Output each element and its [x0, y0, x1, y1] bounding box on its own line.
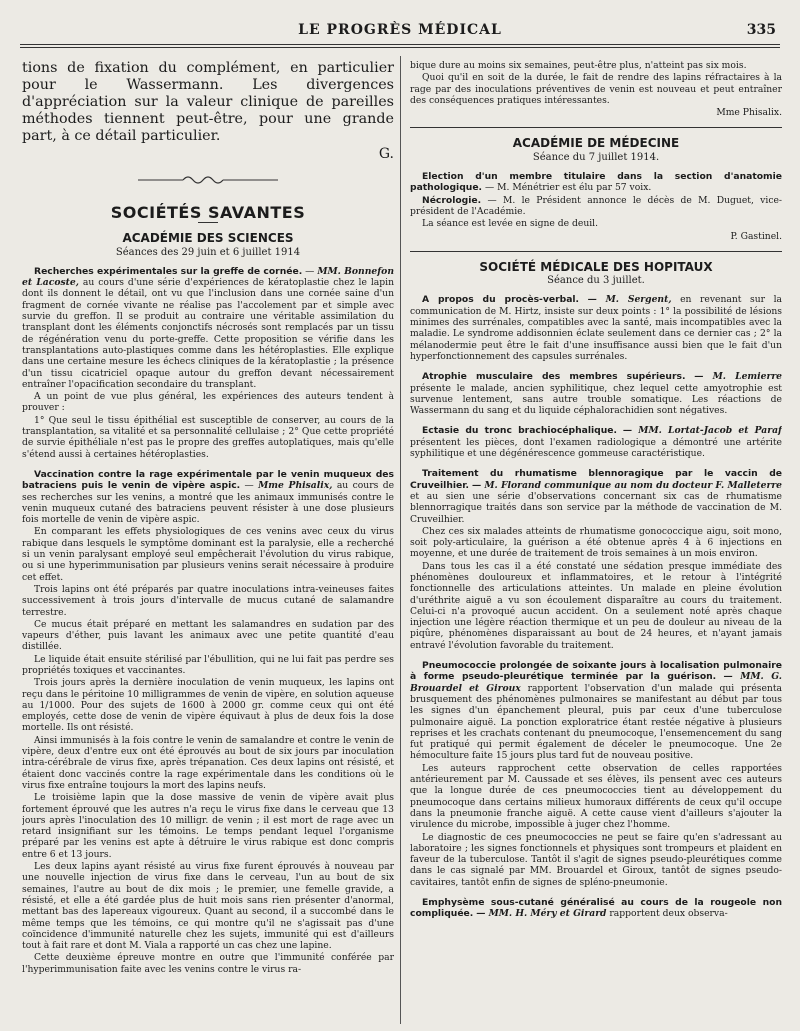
session-closing: La séance est levée en signe de deuil. [422, 218, 599, 230]
column-divider [400, 56, 401, 1024]
article-ectasia-title: Ectasie du tronc brachiocéphalique. [422, 425, 617, 437]
article-pneumococcie-p2: Les auteurs rapprochent cette observation de celles rapportées antérieurement par M. Caussade et ses élèves, ils pensent avec ces auteurs que la longue durée de ces pneumococcies tient au développement du pneumocoque dans certains milieux humoraux différents de ceux qu'il occupe dans la pneumonie franche aiguë. A cette cause vient d'ailleurs s'ajouter la virulence du microbe, impossible à juger chez l'homme. [410, 762, 782, 831]
intro-text: tions de fixation du complément, en particulier pour le Wassermann. Les divergences d'appréciation sur la valeur clinique de pareilles méthodes tiennent peut-être, pour une grande part, à ce détail particulier. [22, 60, 394, 144]
article-emphysema-authors: — MM. H. Méry et Girard [476, 908, 607, 920]
necrology-text: — M. le Président annonce le décès de M. Duguet, vice-président de l'Académie. [410, 194, 782, 217]
article-emphysema-text: rapportent deux observa- [609, 908, 728, 920]
article-rabies-p10: Cette deuxième épreuve montre en outre que l'immunité conférée par l'hyperimmunisation faite avec les venins contre le virus ra- [22, 952, 394, 975]
article-cornea-p2: A un point de vue plus général, les expériences des auteurs tendent à prouver : [22, 391, 394, 414]
election-text: — M. Ménétrier est élu par 57 voix. [484, 182, 652, 194]
article-cornea-authors: MM. Bonnefon et Lacoste, [22, 265, 394, 289]
article-proces-verbal-author: — M. Sergent, [587, 294, 672, 306]
rabies-cont-1: bique dure au moins six semaines, peut-être plus, n'atteint pas six mois. [410, 60, 747, 71]
article-rheumatism-p3: Dans tous les cas il a été constaté une sédation presque immédiate des phénomènes douloureux et inflammatoires, et le retour à l'intégrité fonctionnelle des articulations atteintes. Un malade en pleine évolution d'uréthrite aiguë a vu son écoulement disparaître au cours du traitement. Celui-ci n'a provoqué aucun accident. On a seulement noté après chaque injection une légère réaction thermique et un peu de douleur au niveau de la piqûre, phénomènes disparaissant au bout de 24 heures, et n'ayant jamais entravé l'évolution favorable du traitement. [410, 560, 782, 651]
article-rabies-p6: Trois jours après la dernière inoculation de venin muqueux, les lapins ont reçu dans le péritoine 10 milligrammes de venin de vipère, en solution aqueuse au 1/1000. Pour des sujets de 1600 à 2000 gr. comme ceux qui ont été employés, cette dose de venin de vipère équivaut à plus de deux fois la dose mortelle. Ils ont résisté. [22, 677, 394, 734]
academy-medicine-items [410, 171, 782, 242]
article-rabies-text: au cours de ses recherches sur les venins, a montré que les animaux immunisés contre le venin muqueux cutané des batraciens peuvent résister à une dose plusieurs fois mortelle de venin de vipère aspic. [22, 480, 394, 526]
section-rule [410, 127, 782, 128]
article-pneumococcie-text: rapportent l'observation d'un malade qui présenta brusquement des phénomènes pulmonaires se manifestant au début par tous les signes d'un épanchement pleural, puis par ceux d'une tuberculose pulmonaire aiguë. La ponction exploratrice étant restée négative à plusieurs reprises et les crachats contenant du pneumocoque, l'ensemencement du sang fut pratiqué qui permit également de déceler le pneumocoque. Une 2e hémoculture faite 15 jours plus tard fut de nouveau positive. [410, 682, 782, 762]
academy-medicine-signature: P. Gastinel. [730, 230, 782, 242]
article-emphysema [410, 897, 782, 920]
article-rabies-p3: Trois lapins ont été préparés par quatre inoculations intra-veineuses faites successivement à trois jours d'intervalle de mucus cutané de salamandre terrestre. [22, 583, 394, 618]
article-rheumatism-title: Traitement du rhumatisme blennoragique par le vaccin de Cruveilhier. [410, 468, 782, 491]
article-emphysema-title: Emphysème sous-cutané généralisé au cours de la rougeole non compliquée. [410, 897, 782, 920]
article-rabies-p7: Ainsi immunisés à la fois contre le venin de samalandre et contre le venin de vipère, deux d'entre eux ont été éprouvés au bout de six jours par inoculation intra-cérébrale de virus fixe, après trépanation. Ces deux lapins ont résisté, et étaient donc vaccinés contre la rage expérimentale dans les conditions où le virus fixe entraîne toujours la mort des lapins neufs. [22, 734, 394, 791]
article-rabies-title: Vaccination contre la rage expérimentale par le venin muqueux des batraciens puis le venin de vipère aspic. [22, 468, 394, 492]
section-dash [198, 222, 218, 223]
left-column [22, 60, 394, 1022]
article-cornea-p3: 1° Que seul le tissu épithélial est susceptible de conserver, au cours de la transplantation, sa vitalité et sa personnalité cellulaise ; 2° Que cette propriété de survie épithéliale n'est pas le propre des greffes autoplatiques, mais qu'elle s'étend aussi à certaines hétéroplasties. [22, 414, 394, 460]
society-title: SOCIÉTÉ MÉDICALE DES HOPITAUX [479, 259, 713, 274]
article-rabies: Vaccination contre la rage expérimentale par le venin muqueux des batraciens puis le venin de vipère aspic. — Mme Phisalix, au cours de ses recherches sur les venins, a montré que les animaux immunisés contre le venin muqueux cutané des batraciens peuvent résister à une dose plusieurs fois mortelle de venin de vipère aspic. En comparant les effets physiologiques de ces venins avec ceux du virus rabique dans lesquels le symptôme dominant est la paralysie, elle a recherché si un venin paralysant employé seul empêcherait l'évolution du virus rabique, ou si une hyperimmunisation par plusieurs venins serait nécessaire à produire cet effet. Trois lapins ont été préparés par quatre inoculations intra-veineuses faites successivement à trois jours d'intervalle de mucus cutané de salamandre terrestre. Ce mucus était préparé en mettant les salamandres en sudation par des vapeurs d'éther, puis lavant les animaux avec une petite quantité d'eau distillée. Le liquide était ensuite stérilisé par l'ébullition, qui ne lui fait pas perdre ses propriétés toxiques et vaccinantes. Trois jours après la dernière inoculation de venin muqueux, les lapins ont reçu dans le péritoine 10 milligrammes de venin de vipère, en solution aqueuse au 1/1000. Pour des sujets de 1600 à 2000 gr. comme ceux qui ont été employés, cette dose de venin de vipère équivaut à plus de deux fois la dose mortelle. Ils ont résisté. Ainsi immunisés à la fois contre le venin de samalandre et contre le venin de vipère, deux d'entre eux ont été éprouvés au bout de six jours par inoculation intra-cérébrale de virus fixe, après trépanation. Ces deux lapins ont résisté, et étaient donc vaccinés contre la rage expérimentale dans les conditions où le virus fixe entraîne toujours la mort des lapins neufs. Le troisième lapin que la dose massive de venin de vipère avait plus fortement éprouvé que les autres n'a reçu le virus fixe dans le cerveau que 13 jours après l'inoculation des 10 milligr. de venin ; il est mort de rage avec un retard insignifiant sur les témoins. Le temps pendant lequel l'organisme préparé par les venins est apte à détruire le virus rabique est donc compris entre 6 et 13 jours. Les deux lapins ayant résisté au virus fixe furent éprouvés à nouveau par une nouvelle injection de virus fixe dans le cerveau, l'un au bout de six semaines, l'autre au bout de dix mois ; le premier, une femelle gravide, a résisté, et elle a été gardée plus de huit mois sans rien présenter d'anormal, mettant bas des lapereaux vigoureux. Quant au second, il a succombé dans le même temps que les témoins, ce qui montre qu'il ne s'agissait pas d'une coïncidence d'immunité naturelle chez les sujets, immunité qui est d'ailleurs tout à fait rare et dont M. Viala a rapporté un cas chez une lapine. Cette deuxième épreuve montre en outre que l'immunité conférée par l'hyperimmunisation faite avec les venins contre le virus ra- [22, 468, 394, 975]
article-proces-verbal [410, 294, 782, 362]
article-rheumatism-p2: Chez ces six malades atteints de rhumatisme gonococcique aigu, soit mono, soit poly-articulaire, la guérison a été obtenue après 4 à 6 injections en moyenne, et une durée de traitement de trois semaines à un mois environ. [410, 525, 782, 560]
academy-medicine-title: ACADÉMIE DE MÉDECINE [512, 136, 680, 151]
academy-sciences-seance: Séances des 29 juin et 6 juillet 1914 [115, 246, 301, 258]
article-rheumatism-text: et au sien une série d'observations concernant six cas de rhumatisme blennorragique traités dans son service par la méthode de vaccination de M. Cruveilhier. [410, 490, 782, 525]
article-ectasia-text: présentent les pièces, dont l'examen radiologique a démontré une artérite syphilitique et une dégénérescence gommeuse caractéristique. [410, 436, 782, 460]
article-rheumatism-authors: — M. Florand communique au nom du docteur F. Malleterre [471, 479, 782, 491]
journal-title: LE PROGRÈS MÉDICAL [298, 22, 502, 38]
article-rabies-author: Mme Phisalix, [258, 480, 333, 492]
article-pneumococcie-title: Pneumococcie prolongée de soixante jours à localisation pulmonaire à forme pseudo-pleurétique terminée par la guérison. [410, 660, 782, 683]
header-rule-top [20, 44, 780, 45]
rabies-signature: Mme Phisalix. [716, 107, 782, 119]
article-pneumococcie-p3: Le diagnostic de ces pneumococcies ne peut se faire qu'en s'adressant au laboratoire ; les signes fonctionnels et physiques sont trompeurs et plaident en faveur de la tuberculose. Tantôt il s'agit de signes pseudo-pleurétiques comme dans le cas signalé par MM. Brouardel et Giroux, tantôt de signes pseudo-cavitaires, tantôt enfin de signes de spléno-pneumonie. [410, 831, 782, 888]
page-number: 335 [746, 22, 776, 38]
article-rheumatism [410, 468, 782, 651]
page-header [20, 20, 780, 42]
intro-paragraph [22, 60, 394, 163]
section-ornament [22, 173, 394, 189]
article-rabies-p5: Le liquide était ensuite stérilisé par l'ébullition, qui ne lui fait pas perdre ses propriétés toxiques et vaccinantes. [22, 653, 394, 676]
article-cornea-text: au cours d'une série d'expériences de kératoplastie chez le lapin dont ils donnent le détail, ont vu que l'inclusion dans une cornée saine d'un fragment de cornée vivante ne réalise pas l'accolement par et simple avec survie du greffon. Il se produit au contraire une véritable assimilation du transplant dont les éléments conjonctifs nécrosés sont remplacés par un tissu de régénération venu du porte-greffe. Cette proposition se vérifie dans les transplantations auto-plastiques comme dans les hétéroplasties. Elle explique dans une certaine mesure les échecs cliniques de la kératoplastie ; la présence d'un tissu cicatriciel opaque autour du greffon devant nécessairement entraîner l'opacification secondaire du transplant. [22, 277, 394, 390]
article-proces-verbal-text: en revenant sur la communication de M. Hirtz, insiste sur deux points : 1° la possibilité de lésions minimes des surrénales, compatibles avec la santé, mais incompatibles avec la maladie. Le syndrome addisonnien éclate seulement dans ce dernier cas ; 2° la mélanodermie peut être le fait d'une insuffisance aussi bien que le fait d'un hyperfonctionnement des capsules surrénales. [410, 294, 782, 362]
section-rule-2 [410, 251, 782, 252]
article-rabies-p8: Le troisième lapin que la dose massive de venin de vipère avait plus fortement éprouvé que les autres n'a reçu le virus fixe dans le cerveau que 13 jours après l'inoculation des 10 milligr. de venin ; il est mort de rage avec un retard insignifiant sur les témoins. Le temps pendant lequel l'organisme préparé par les venins est apte à détruire le virus rabique est donc compris entre 6 et 13 jours. [22, 792, 394, 860]
ornament-divider-icon [138, 173, 278, 187]
intro-signature: G. [378, 146, 394, 162]
necrology-title: Nécrologie. [422, 194, 482, 206]
right-column [410, 60, 782, 1022]
academy-sciences-title: ACADÉMIE DES SCIENCES [122, 231, 294, 246]
rabies-cont-2: Quoi qu'il en soit de la durée, le fait de rendre des lapins réfractaires à la rage par des inoculations préventives de venin est nouveau et peut entraîner des conséquences pratiques intéressantes. [410, 72, 782, 106]
academy-medicine-seance: Séance du 7 juillet 1914. [532, 151, 660, 163]
header-rule-bottom [20, 47, 780, 48]
article-atrophy-text: présente le malade, ancien syphilitique, chez lequel cette amyotrophie est survenue lentement, sans autre trouble somatique. Les réactions de Wassermann du sang et du liquide céphalorachidien sont négatives. [410, 382, 782, 417]
article-rabies-p2: En comparant les effets physiologiques de ces venins avec ceux du virus rabique dans lesquels le symptôme dominant est la paralysie, elle a recherché si un venin paralysant employé seul empêcherait l'évolution du virus rabique, ou si une hyperimmunisation par plusieurs venins serait nécessaire à produire cet effet. [22, 526, 394, 583]
article-pneumococcie [410, 660, 782, 888]
article-atrophy-author: — M. Lemierre [694, 371, 782, 383]
section-title: SOCIÉTÉS SAVANTES [110, 203, 306, 222]
rabies-continuation [410, 60, 782, 118]
article-ectasia [410, 425, 782, 459]
article-atrophy-title: Atrophie musculaire des membres supérieurs. [422, 371, 686, 383]
article-proces-verbal-title: A propos du procès-verbal. [422, 294, 580, 306]
article-ectasia-authors: — MM. Lortat-Jacob et Paraf [622, 425, 782, 437]
article-rabies-p4: Ce mucus était préparé en mettant les salamandres en sudation par des vapeurs d'éther, puis lavant les animaux avec une petite quantité d'eau distillée. [22, 618, 394, 653]
society-seance: Séance du 3 juillet. [547, 275, 645, 287]
election-title: Election d'un membre titulaire dans la section d'anatomie pathologique. [410, 171, 782, 194]
article-rabies-p9: Les deux lapins ayant résisté au virus fixe furent éprouvés à nouveau par une nouvelle injection de virus fixe dans le cerveau, l'un au bout de six semaines, l'autre au bout de dix mois ; le premier, une femelle gravide, a résisté, et elle a été gardée plus de huit mois sans rien présenter d'anormal, mettant bas des lapereaux vigoureux. Quant au second, il a succombé dans le même temps que les témoins, ce qui montre qu'il ne s'agissait pas d'une coïncidence d'immunité naturelle chez les sujets, immunité qui est d'ailleurs tout à fait rare et dont M. Viala a rapporté un cas chez une lapine. [22, 861, 394, 952]
article-cornea: Recherches expérimentales sur la greffe de cornée. — MM. Bonnefon et Lacoste, au cours d'une série d'expériences de kératoplastie chez le lapin dont ils donnent le détail, ont vu que l'inclusion dans une cornée saine d'un fragment de cornée vivante ne réalise pas l'accolement par et simple avec survie du greffon. Il se produit au contraire une véritable assimilation du transplant dont les éléments conjonctifs nécrosés sont remplacés par un tissu de régénération venu du porte-greffe. Cette proposition se vérifie dans les transplantations auto-plastiques comme dans les hétéroplasties. Elle explique dans une certaine mesure les échecs cliniques de la kératoplastie ; la présence d'un tissu cicatriciel opaque autour du greffon devant nécessairement entraîner l'opacification secondaire du transplant. A un point de vue plus général, les expériences des auteurs tendent à prouver : 1° Que seul le tissu épithélial est susceptible de conserver, au cours de la transplantation, sa vitalité et sa personnalité cellulaise ; 2° Que cette propriété de survie épithéliale n'est pas le propre des greffes autoplatiques, mais qu'elle s'étend aussi à certaines hétéroplasties. [22, 265, 394, 460]
article-cornea-title: Recherches expérimentales sur la greffe de cornée. [34, 265, 303, 277]
article-atrophy [410, 371, 782, 416]
article-pneumococcie-authors: — MM. G. Brouardel et Giroux [410, 671, 782, 694]
